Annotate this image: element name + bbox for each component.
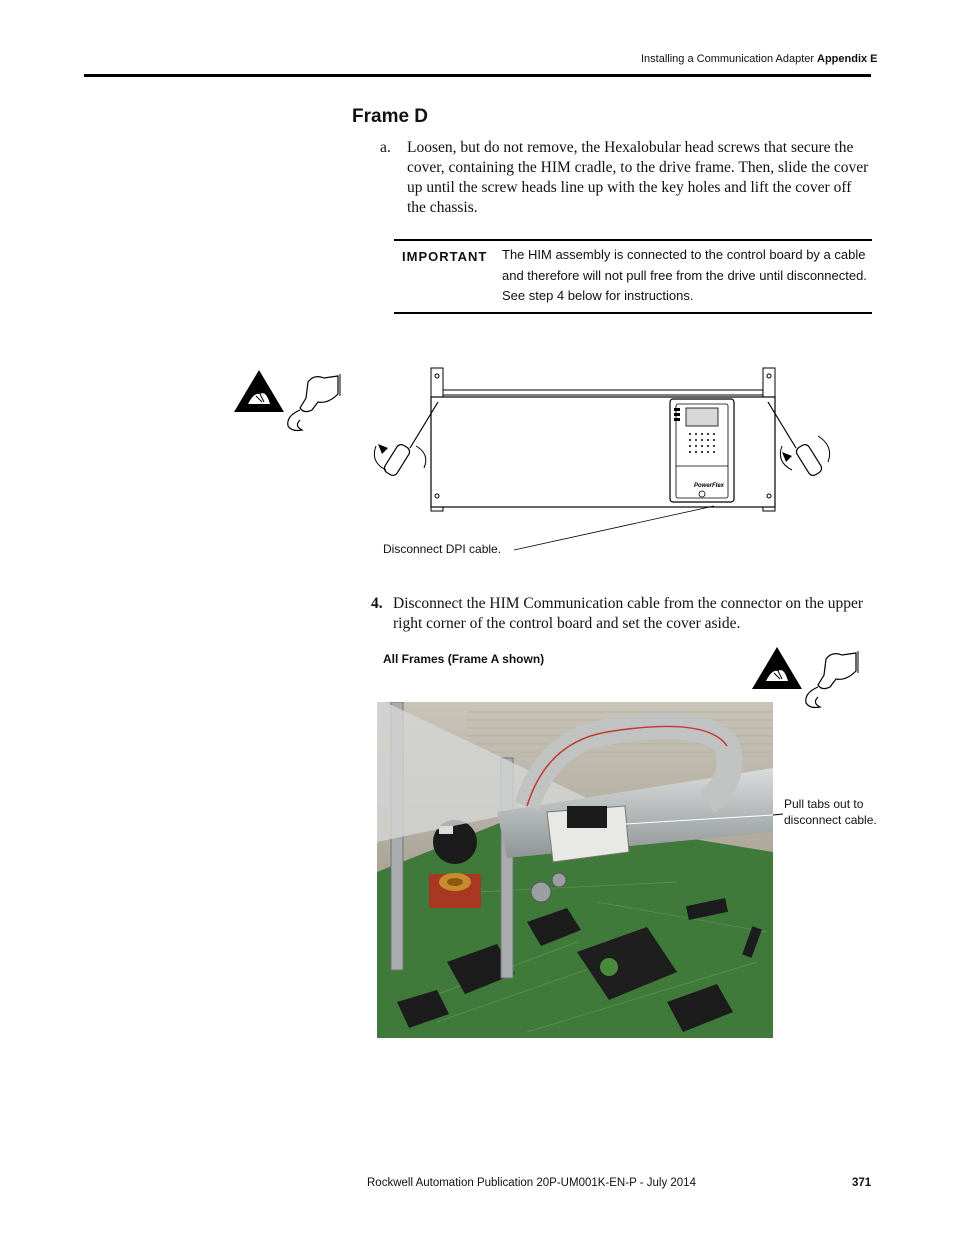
page-number: 371 — [852, 1177, 872, 1189]
header-rule — [84, 74, 871, 77]
important-label: IMPORTANT — [402, 249, 488, 264]
him-cable-connector — [547, 806, 629, 862]
callout-leader — [514, 506, 714, 550]
section-heading: Frame D — [352, 106, 429, 127]
running-header-appendix: Appendix E — [817, 53, 878, 65]
important-rule-bottom — [394, 312, 872, 314]
left-screwdriver — [374, 402, 438, 477]
step-a-marker: a. — [380, 139, 391, 156]
control-board-photo — [377, 702, 773, 1038]
figure1-callout: Disconnect DPI cable. — [383, 542, 502, 556]
step4-number: 4. — [371, 595, 383, 612]
step4-text: Disconnect the HIM Communication cable from the connector on the upper right corner of the control board and set the cover aside. — [393, 595, 864, 632]
running-header-section: Installing a Communication Adapter — [641, 53, 815, 65]
figure2-callout-line2: disconnect cable. — [784, 813, 877, 827]
step-a-text: Loosen, but do not remove, the Hexalobular head screws that secure the cover, containing the HIM cradle, to the drive frame. Then, slide the cover up until the screw heads line up with the key holes and lift the cover off the chassis. — [407, 139, 869, 216]
right-screwdriver — [768, 402, 830, 477]
drive-cover-diagram — [372, 366, 842, 556]
footer-publication: Rockwell Automation Publication 20P-UM001K-EN-P - July 2014 — [367, 1177, 696, 1189]
transformer — [429, 873, 481, 908]
him-brand-label: PowerFlex — [694, 483, 725, 489]
him-module — [670, 399, 734, 502]
figure2-callout-line1: Pull tabs out to — [784, 797, 864, 811]
figure2-title: All Frames (Frame A shown) — [383, 652, 545, 666]
important-text: The HIM assembly is connected to the control board by a cable and therefore will not pull free from the drive until disconnected. See step 4 below for instructions. — [502, 247, 867, 303]
important-rule-top — [394, 239, 872, 241]
esd-warning-icon — [230, 370, 350, 440]
